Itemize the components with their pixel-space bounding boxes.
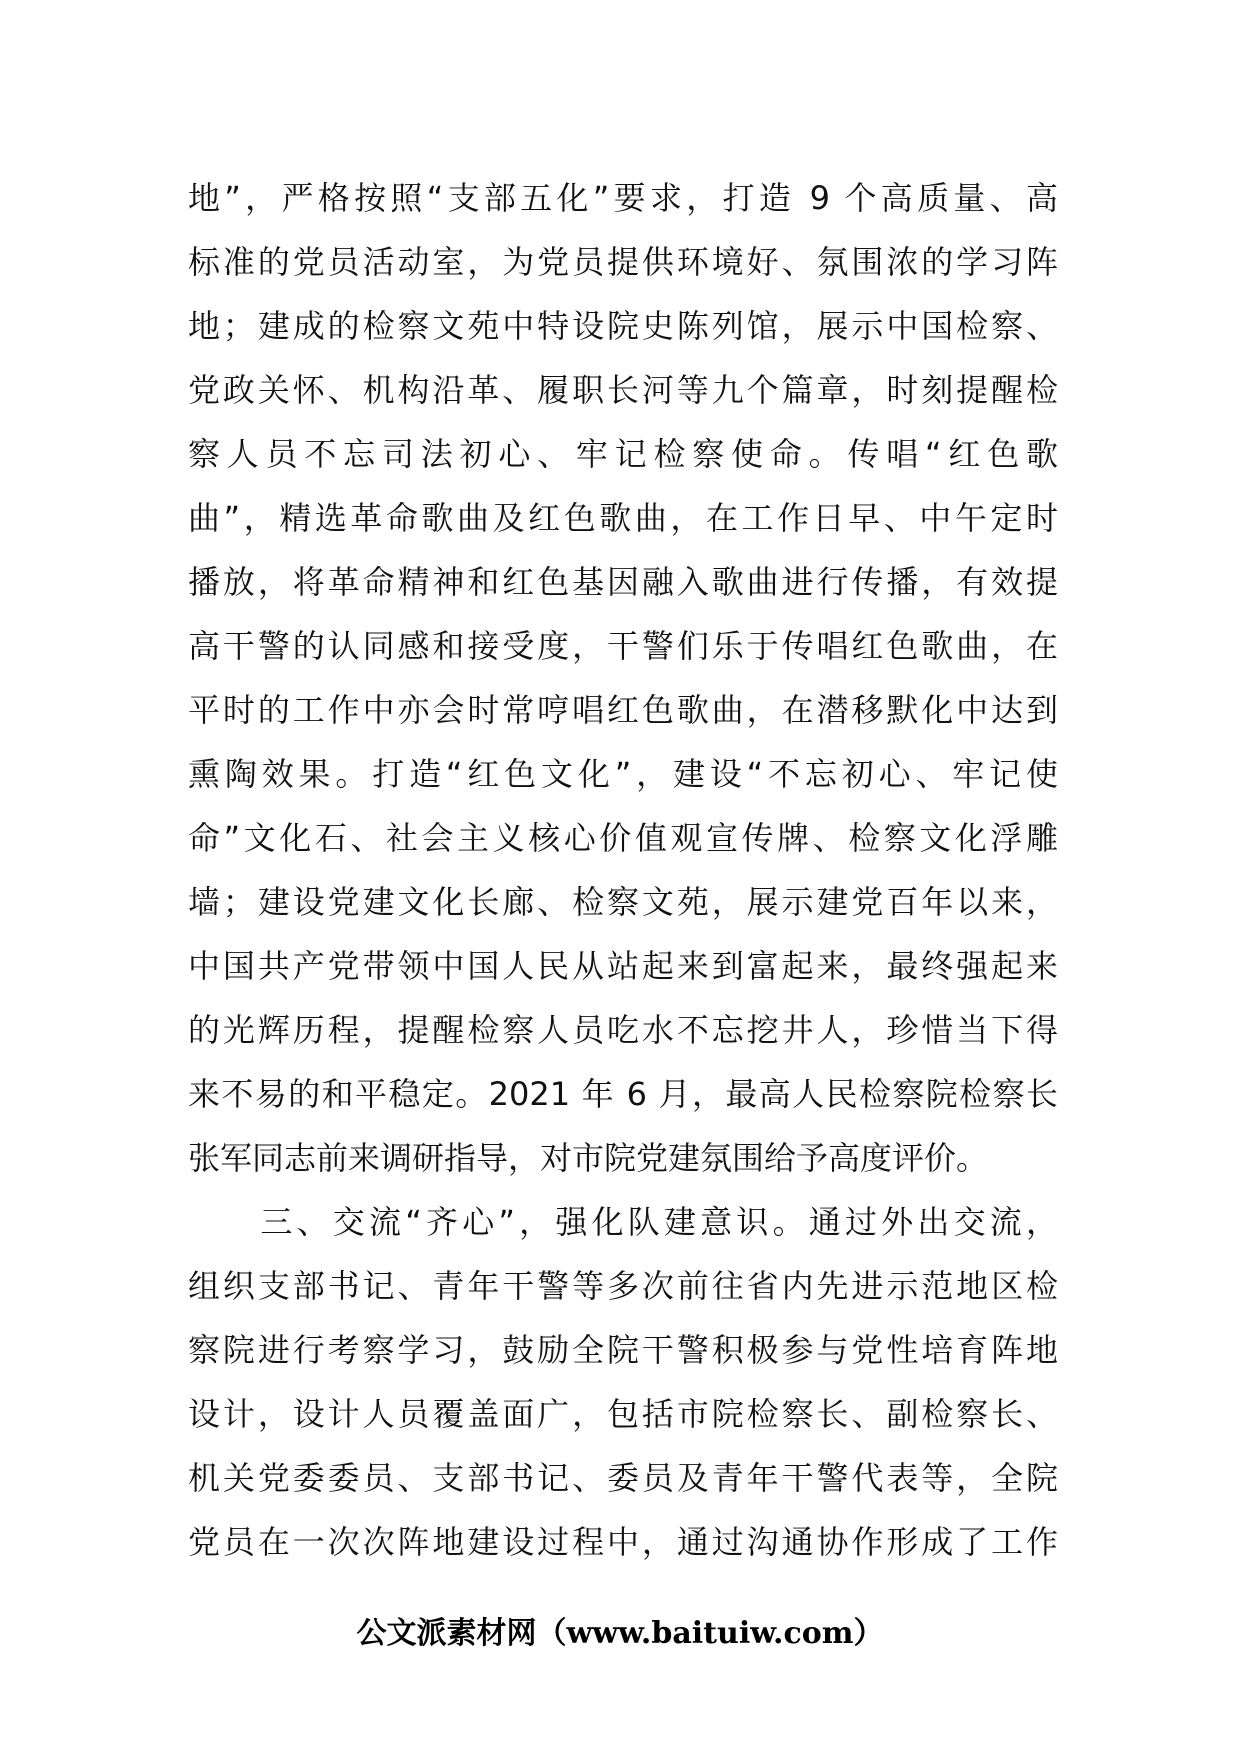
text-line-12: 墙；建设党建文化长廊、检察文苑，展示建党百年以来， — [188, 883, 1058, 921]
text-line-10: 熏陶效果。打造“红色文化”，建设“不忘初心、牢记使 — [188, 755, 1058, 793]
body-text — [188, 166, 1058, 1574]
text-line-1: 地”，严格按照“支部五化”要求，打造 9 个高质量、高 — [188, 179, 1058, 217]
text-line-18: 组织支部书记、青年干警等多次前往省内先进示范地区检 — [188, 1267, 1058, 1305]
text-line-17: 三、交流“齐心”，强化队建意识。通过外出交流， — [188, 1203, 1058, 1241]
text-line-13: 中国共产党带领中国人民从站起来到富起来，最终强起来 — [188, 947, 1058, 985]
text-line-4: 党政关怀、机构沿革、履职长河等九个篇章，时刻提醒检 — [188, 371, 1058, 409]
text-line-3: 地；建成的检察文苑中特设院史陈列馆，展示中国检察、 — [188, 307, 1058, 345]
text-line-20: 设计，设计人员覆盖面广，包括市院检察长、副检察长、 — [188, 1395, 1058, 1433]
text-line-16: 张军同志前来调研指导，对市院党建氛围给予高度评价。 — [188, 1139, 989, 1177]
text-line-15: 来不易的和平稳定。2021 年 6 月，最高人民检察院检察长 — [188, 1075, 1058, 1113]
text-line-21: 机关党委委员、支部书记、委员及青年干警代表等，全院 — [188, 1459, 1058, 1497]
text-line-5: 察人员不忘司法初心、牢记检察使命。传唱“红色歌 — [188, 435, 1058, 473]
text-line-6: 曲”，精选革命歌曲及红色歌曲，在工作日早、中午定时 — [188, 499, 1058, 537]
text-line-11: 命”文化石、社会主义核心价值观宣传牌、检察文化浮雕 — [188, 819, 1058, 857]
text-line-2: 标准的党员活动室，为党员提供环境好、氛围浓的学习阵 — [188, 243, 1058, 281]
text-line-7: 播放，将革命精神和红色基因融入歌曲进行传播，有效提 — [188, 563, 1058, 601]
text-line-9: 平时的工作中亦会时常哼唱红色歌曲，在潜移默化中达到 — [188, 691, 1058, 729]
footer-watermark: 公文派素材网（www.baituiw.com） — [356, 1616, 884, 1651]
text-line-8: 高干警的认同感和接受度，干警们乐于传唱红色歌曲，在 — [188, 627, 1058, 665]
text-line-14: 的光辉历程，提醒检察人员吃水不忘挖井人，珍惜当下得 — [188, 1011, 1058, 1049]
text-line-19: 察院进行考察学习，鼓励全院干警积极参与党性培育阵地 — [188, 1331, 1058, 1369]
text-line-22: 党员在一次次阵地建设过程中，通过沟通协作形成了工作 — [188, 1523, 1058, 1561]
